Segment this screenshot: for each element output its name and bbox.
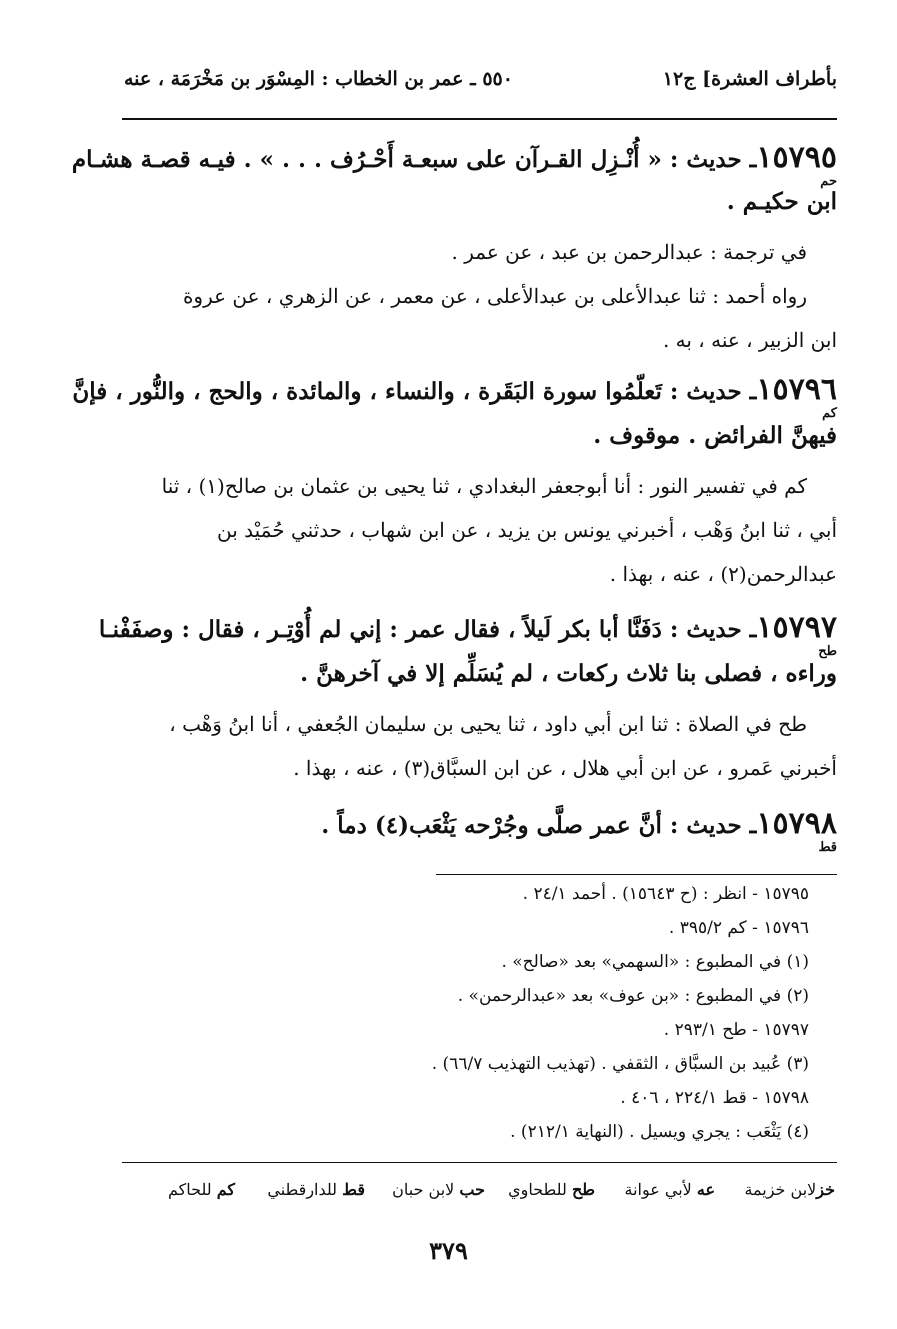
hadith-entry-15796 [72,372,837,462]
running-header [124,62,837,102]
sigla-rule [122,1162,837,1163]
hadith-text-continued: ابن حكيـم . [726,188,837,215]
header-title: بأطراف العشرة] [702,68,837,90]
sigla-item [168,1180,235,1199]
isnad-line: ابن الزبير ، عنه ، به . [662,328,837,352]
footnote: (٢) في المطبوع : «بن عوف» بعد «عبدالرحمن» . [457,986,809,1006]
page-number: ٣٧٩ [429,1236,468,1265]
hadith-entry-15795 [71,140,837,230]
hadith-text: ـ حديث : أنَّ عمر صلَّى وجُرْحه يَثْعَب(٤) دماً . [321,812,757,839]
hadith-entry-15798 [122,806,837,856]
footnote: ١٥٧٩٦ - كم ٣٩٥/٢ . [668,918,809,938]
sigla-abbr: حب [459,1180,485,1199]
hadith-number: ١٥٧٩٥ [756,140,837,175]
sigla-name: لأبي عوانة [624,1180,692,1199]
hadith-text-continued: وراءه ، فصلى بنا ثلاث ركعات ، لم يُسَلِّم إلا في آخرهنَّ . [300,660,837,687]
header-title-group [663,68,837,90]
footnote: ١٥٧٩٧ - طح ٢٩٣/١ . [663,1020,809,1040]
sigla-item [624,1180,715,1199]
hadith-number: ١٥٧٩٧ [756,610,837,645]
source-code: حم [820,174,837,189]
header-rule [122,118,837,120]
isnad-line: كم في تفسير النور : أنا أبوجعفر البغدادي ، ثنا يحيى بن عثمان بن صالح(١) ، ثنا [161,474,807,498]
hadith-entry-15797 [98,610,837,700]
hadith-text: ـ حديث : دَفَنَّا أبا بكر لَيلاً ، فقال عمر : إني لم أُوْتِـر ، فقال : وصفَفْنـا [98,616,757,643]
footnote: (٤) يَثْعَب : يجري ويسيل . (النهاية ٢١٢/١) . [510,1122,809,1142]
sigla-item [392,1180,485,1199]
sigla-name: للحاكم [168,1180,212,1199]
sigla-abbr: قط [342,1180,365,1199]
source-code: كم [822,406,837,421]
sigla-item [508,1180,595,1199]
sigla-key [124,1180,835,1208]
sigla-name: لابن خزيمة [744,1180,817,1199]
sigla-name: للطحاوي [508,1180,567,1199]
footnote: (٣) عُبيد بن السبَّاق ، الثقفي . (تهذيب التهذيب ٦٦/٧) . [431,1054,809,1074]
sigla-name: لابن حبان [392,1180,455,1199]
header-volume: ج١٢ [662,68,696,90]
footnote: ١٥٧٩٨ - قط ٢٢٤/١ ، ٤٠٦ . [620,1088,809,1108]
header-section: ٥٥٠ ـ عمر بن الخطاب : المِسْوَر بن مَخْرَمَة ، عنه [124,68,513,90]
isnad-line: أبي ، ثنا ابنُ وَهْب ، أخبرني يونس بن يزيد ، عن ابن شهاب ، حدثني حُمَيْد بن [216,518,837,542]
isnad-line: في ترجمة : عبدالرحمن بن عبد ، عن عمر . [451,240,807,264]
hadith-text: ـ حديث : تَعلّمُوا سورة البَقَرة ، والنساء ، والمائدة ، والحج ، والنُّور ، فإنَّ [72,378,757,405]
sigla-item [267,1180,365,1199]
sigla-name: للدارقطني [267,1180,338,1199]
isnad-line: رواه أحمد : ثنا عبدالأعلى بن عبدالأعلى ، عن معمر ، عن الزهري ، عن عروة [182,284,807,308]
source-code: طح [818,644,837,659]
hadith-number: ١٥٧٩٨ [756,806,837,841]
footnote: ١٥٧٩٥ - انظر : (ح ١٥٦٤٣) . أحمد ٢٤/١ . [522,884,809,904]
sigla-item [744,1180,835,1199]
sigla-abbr: خز [816,1180,835,1199]
footnote-rule [436,874,837,875]
isnad-line: طح في الصلاة : ثنا ابن أبي داود ، ثنا يحيى بن سليمان الجُعفي ، أنا ابنُ وَهْب ، [169,712,807,736]
isnad-line: عبدالرحمن(٢) ، عنه ، بهذا . [609,562,837,586]
footnote: (١) في المطبوع : «السهمي» بعد «صالح» . [501,952,809,972]
source-code: قط [818,840,837,855]
sigla-abbr: عه [696,1180,715,1199]
hadith-text-continued: فيهنَّ الفرائض . موقوف . [593,422,837,449]
isnad-line: أخبرني عَمرو ، عن ابن أبي هلال ، عن ابن السبَّاق(٣) ، عنه ، بهذا . [293,756,837,780]
hadith-text: ـ حديث : « أُنْـزِل القـرآن على سبعـة أَحْـرُف . . . » . فيـه قصـة هشـام [71,146,757,173]
sigla-abbr: طح [571,1180,595,1199]
sigla-abbr: كم [216,1180,235,1199]
hadith-number: ١٥٧٩٦ [756,372,837,407]
